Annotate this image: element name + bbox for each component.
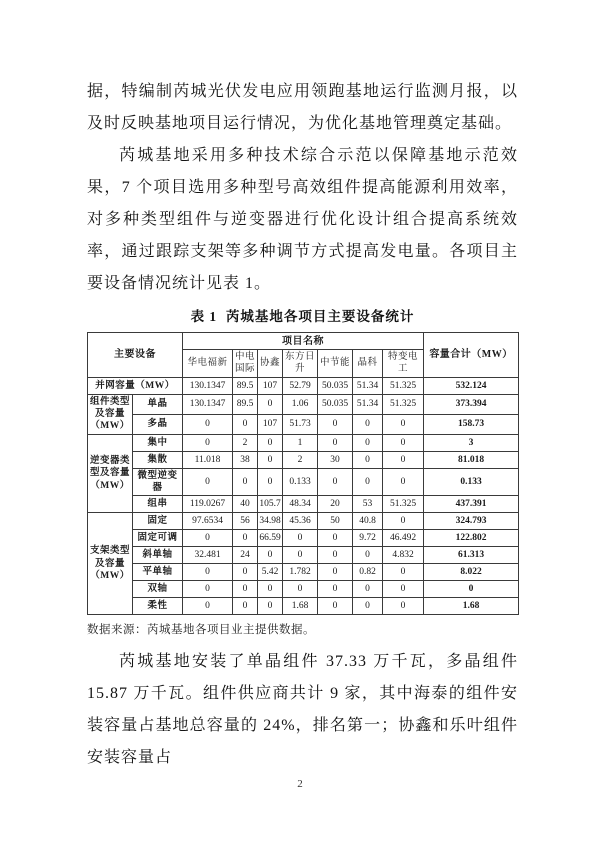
total-cell: 158.73 bbox=[424, 414, 519, 434]
value-cell: 0 bbox=[383, 468, 424, 496]
value-cell: 0 bbox=[353, 434, 383, 451]
value-cell: 5.42 bbox=[258, 564, 283, 581]
value-cell: 0 bbox=[183, 598, 233, 615]
value-cell: 48.34 bbox=[283, 496, 318, 513]
project-header-cell: 中电国际 bbox=[233, 350, 258, 378]
table-row bbox=[88, 451, 519, 468]
row-sub-label: 斜单轴 bbox=[133, 547, 183, 564]
value-cell: 51.325 bbox=[383, 496, 424, 513]
value-cell: 66.59 bbox=[258, 530, 283, 547]
value-cell: 0 bbox=[318, 547, 353, 564]
total-cell: 373.394 bbox=[424, 394, 519, 414]
header-row-1 bbox=[88, 333, 519, 350]
total-cell: 0 bbox=[424, 581, 519, 598]
value-cell: 20 bbox=[318, 496, 353, 513]
value-cell: 0 bbox=[183, 434, 233, 451]
value-cell: 0 bbox=[318, 530, 353, 547]
table-row bbox=[88, 434, 519, 451]
row-sub-label: 固定 bbox=[133, 513, 183, 530]
equipment-table-head bbox=[88, 333, 519, 378]
body-paragraph-1: 据，特编制芮城光伏发电应用领跑基地运行监测月报，以及时反映基地项目运行情况，为优化基地管理奠定基础。 bbox=[87, 83, 518, 132]
value-cell: 0 bbox=[183, 414, 233, 434]
table-row bbox=[88, 377, 519, 394]
value-cell: 97.6534 bbox=[183, 513, 233, 530]
row-group-label: 组件类型及容量（MW） bbox=[88, 394, 133, 434]
value-cell: 40 bbox=[233, 496, 258, 513]
value-cell: 0 bbox=[318, 598, 353, 615]
value-cell: 0 bbox=[383, 598, 424, 615]
row-sub-label: 集中 bbox=[133, 434, 183, 451]
value-cell: 0 bbox=[283, 581, 318, 598]
value-cell: 51.73 bbox=[283, 414, 318, 434]
value-cell: 0 bbox=[233, 468, 258, 496]
value-cell: 2 bbox=[233, 434, 258, 451]
value-cell: 40.8 bbox=[353, 513, 383, 530]
value-cell: 119.0267 bbox=[183, 496, 233, 513]
value-cell: 38 bbox=[233, 451, 258, 468]
value-cell: 130.1347 bbox=[183, 377, 233, 394]
value-cell: 2 bbox=[283, 451, 318, 468]
value-cell: 0 bbox=[318, 434, 353, 451]
value-cell: 0 bbox=[233, 598, 258, 615]
value-cell: 0 bbox=[383, 513, 424, 530]
row-group-label: 支架类型及容量（MW） bbox=[88, 513, 133, 615]
value-cell: 0 bbox=[318, 564, 353, 581]
value-cell: 0 bbox=[258, 581, 283, 598]
total-cell: 1.68 bbox=[424, 598, 519, 615]
value-cell: 0 bbox=[258, 598, 283, 615]
value-cell: 1.782 bbox=[283, 564, 318, 581]
value-cell: 0 bbox=[318, 414, 353, 434]
value-cell: 45.36 bbox=[283, 513, 318, 530]
project-header-cell: 华电福新 bbox=[183, 350, 233, 378]
table-row bbox=[88, 581, 519, 598]
row-sub-label: 平单轴 bbox=[133, 564, 183, 581]
value-cell: 0 bbox=[233, 564, 258, 581]
total-cell: 437.391 bbox=[424, 496, 519, 513]
value-cell: 0 bbox=[233, 581, 258, 598]
value-cell: 0 bbox=[383, 451, 424, 468]
value-cell: 52.79 bbox=[283, 377, 318, 394]
row-sub-label: 柔性 bbox=[133, 598, 183, 615]
main-equipment-header: 主要设备 bbox=[88, 333, 183, 378]
value-cell: 0 bbox=[383, 581, 424, 598]
value-cell: 0 bbox=[233, 530, 258, 547]
total-cell: 324.793 bbox=[424, 513, 519, 530]
row-group-label: 逆变器类型及容量（MW） bbox=[88, 434, 133, 513]
project-header-cell: 特变电工 bbox=[383, 350, 424, 378]
table-row bbox=[88, 530, 519, 547]
value-cell: 0 bbox=[183, 468, 233, 496]
value-cell: 105.7 bbox=[258, 496, 283, 513]
row-sub-label: 双轴 bbox=[133, 581, 183, 598]
value-cell: 1.68 bbox=[283, 598, 318, 615]
value-cell: 11.018 bbox=[183, 451, 233, 468]
row-sub-label: 单晶 bbox=[133, 394, 183, 414]
value-cell: 0.82 bbox=[353, 564, 383, 581]
table-row bbox=[88, 513, 519, 530]
value-cell: 34.98 bbox=[258, 513, 283, 530]
table-row bbox=[88, 547, 519, 564]
total-cell: 61.313 bbox=[424, 547, 519, 564]
total-cell: 122.802 bbox=[424, 530, 519, 547]
data-source-note: 数据来源：芮城基地各项目业主提供数据。 bbox=[87, 624, 315, 637]
value-cell: 0 bbox=[318, 468, 353, 496]
value-cell: 53 bbox=[353, 496, 383, 513]
table-row bbox=[88, 394, 519, 414]
value-cell: 0 bbox=[353, 468, 383, 496]
table-caption: 表 1 芮城基地各项目主要设备统计 bbox=[190, 309, 415, 324]
value-cell: 51.34 bbox=[353, 394, 383, 414]
value-cell: 107 bbox=[258, 377, 283, 394]
value-cell: 0 bbox=[383, 434, 424, 451]
body-paragraph-3: 芮城基地安装了单晶组件 37.33 万千瓦，多晶组件 15.87 万千瓦。组件供应商共计 9 家，其中海泰的组件安装容量占基地总容量的 24%，排名第一；协鑫和乐叶组件安装容量占 bbox=[87, 653, 518, 767]
value-cell: 89.5 bbox=[233, 394, 258, 414]
value-cell: 0 bbox=[353, 451, 383, 468]
value-cell: 50 bbox=[318, 513, 353, 530]
value-cell: 50.035 bbox=[318, 377, 353, 394]
value-cell: 4.832 bbox=[383, 547, 424, 564]
value-cell: 0 bbox=[353, 414, 383, 434]
value-cell: 0.133 bbox=[283, 468, 318, 496]
row-sub-label: 固定可调 bbox=[133, 530, 183, 547]
table-row bbox=[88, 496, 519, 513]
value-cell: 51.34 bbox=[353, 377, 383, 394]
total-cell: 81.018 bbox=[424, 451, 519, 468]
project-header-cell: 东方日升 bbox=[283, 350, 318, 378]
page-content bbox=[87, 76, 518, 774]
value-cell: 0 bbox=[283, 530, 318, 547]
value-cell: 1 bbox=[283, 434, 318, 451]
value-cell: 0 bbox=[318, 581, 353, 598]
value-cell: 0 bbox=[353, 598, 383, 615]
body-paragraph-2: 芮城基地采用多种技术综合示范以保障基地示范效果，7 个项目选用多种型号高效组件提高能源利用效率，对多种类型组件与逆变器进行优化设计组合提高系统效率，通过跟踪支架等多种调节方式提高发电量。各项目主要设备情况统计见表 1。 bbox=[87, 147, 518, 292]
table-row bbox=[88, 468, 519, 496]
value-cell: 0 bbox=[383, 414, 424, 434]
value-cell: 50.035 bbox=[318, 394, 353, 414]
project-header-cell: 晶科 bbox=[353, 350, 383, 378]
project-name-header: 项目名称 bbox=[183, 333, 424, 350]
value-cell: 0 bbox=[353, 581, 383, 598]
value-cell: 0 bbox=[283, 547, 318, 564]
value-cell: 0 bbox=[258, 468, 283, 496]
value-cell: 107 bbox=[258, 414, 283, 434]
row-sub-label: 多晶 bbox=[133, 414, 183, 434]
value-cell: 1.06 bbox=[283, 394, 318, 414]
equipment-table bbox=[87, 332, 519, 615]
value-cell: 24 bbox=[233, 547, 258, 564]
value-cell: 46.492 bbox=[383, 530, 424, 547]
total-capacity-header: 容量合计（MW） bbox=[424, 333, 519, 378]
value-cell: 30 bbox=[318, 451, 353, 468]
total-cell: 8.022 bbox=[424, 564, 519, 581]
project-header-cell: 中节能 bbox=[318, 350, 353, 378]
value-cell: 51.325 bbox=[383, 377, 424, 394]
value-cell: 0 bbox=[183, 581, 233, 598]
value-cell: 32.481 bbox=[183, 547, 233, 564]
total-cell: 532.124 bbox=[424, 377, 519, 394]
value-cell: 130.1347 bbox=[183, 394, 233, 414]
value-cell: 0 bbox=[353, 547, 383, 564]
row-sub-label: 集散 bbox=[133, 451, 183, 468]
value-cell: 0 bbox=[258, 434, 283, 451]
value-cell: 89.5 bbox=[233, 377, 258, 394]
total-cell: 3 bbox=[424, 434, 519, 451]
row-group-label: 并网容量（MW） bbox=[88, 377, 183, 394]
value-cell: 0 bbox=[183, 564, 233, 581]
equipment-table-body bbox=[88, 377, 519, 615]
value-cell: 0 bbox=[258, 547, 283, 564]
value-cell: 56 bbox=[233, 513, 258, 530]
value-cell: 0 bbox=[258, 451, 283, 468]
total-cell: 0.133 bbox=[424, 468, 519, 496]
row-sub-label: 组串 bbox=[133, 496, 183, 513]
row-sub-label: 微型逆变器 bbox=[133, 468, 183, 496]
value-cell: 51.325 bbox=[383, 394, 424, 414]
value-cell: 0 bbox=[383, 564, 424, 581]
table-row bbox=[88, 598, 519, 615]
value-cell: 0 bbox=[233, 414, 258, 434]
project-header-cell: 协鑫 bbox=[258, 350, 283, 378]
value-cell: 9.72 bbox=[353, 530, 383, 547]
table-row bbox=[88, 564, 519, 581]
table-row bbox=[88, 414, 519, 434]
value-cell: 0 bbox=[258, 394, 283, 414]
value-cell: 0 bbox=[183, 530, 233, 547]
page-number: 2 bbox=[297, 778, 303, 790]
